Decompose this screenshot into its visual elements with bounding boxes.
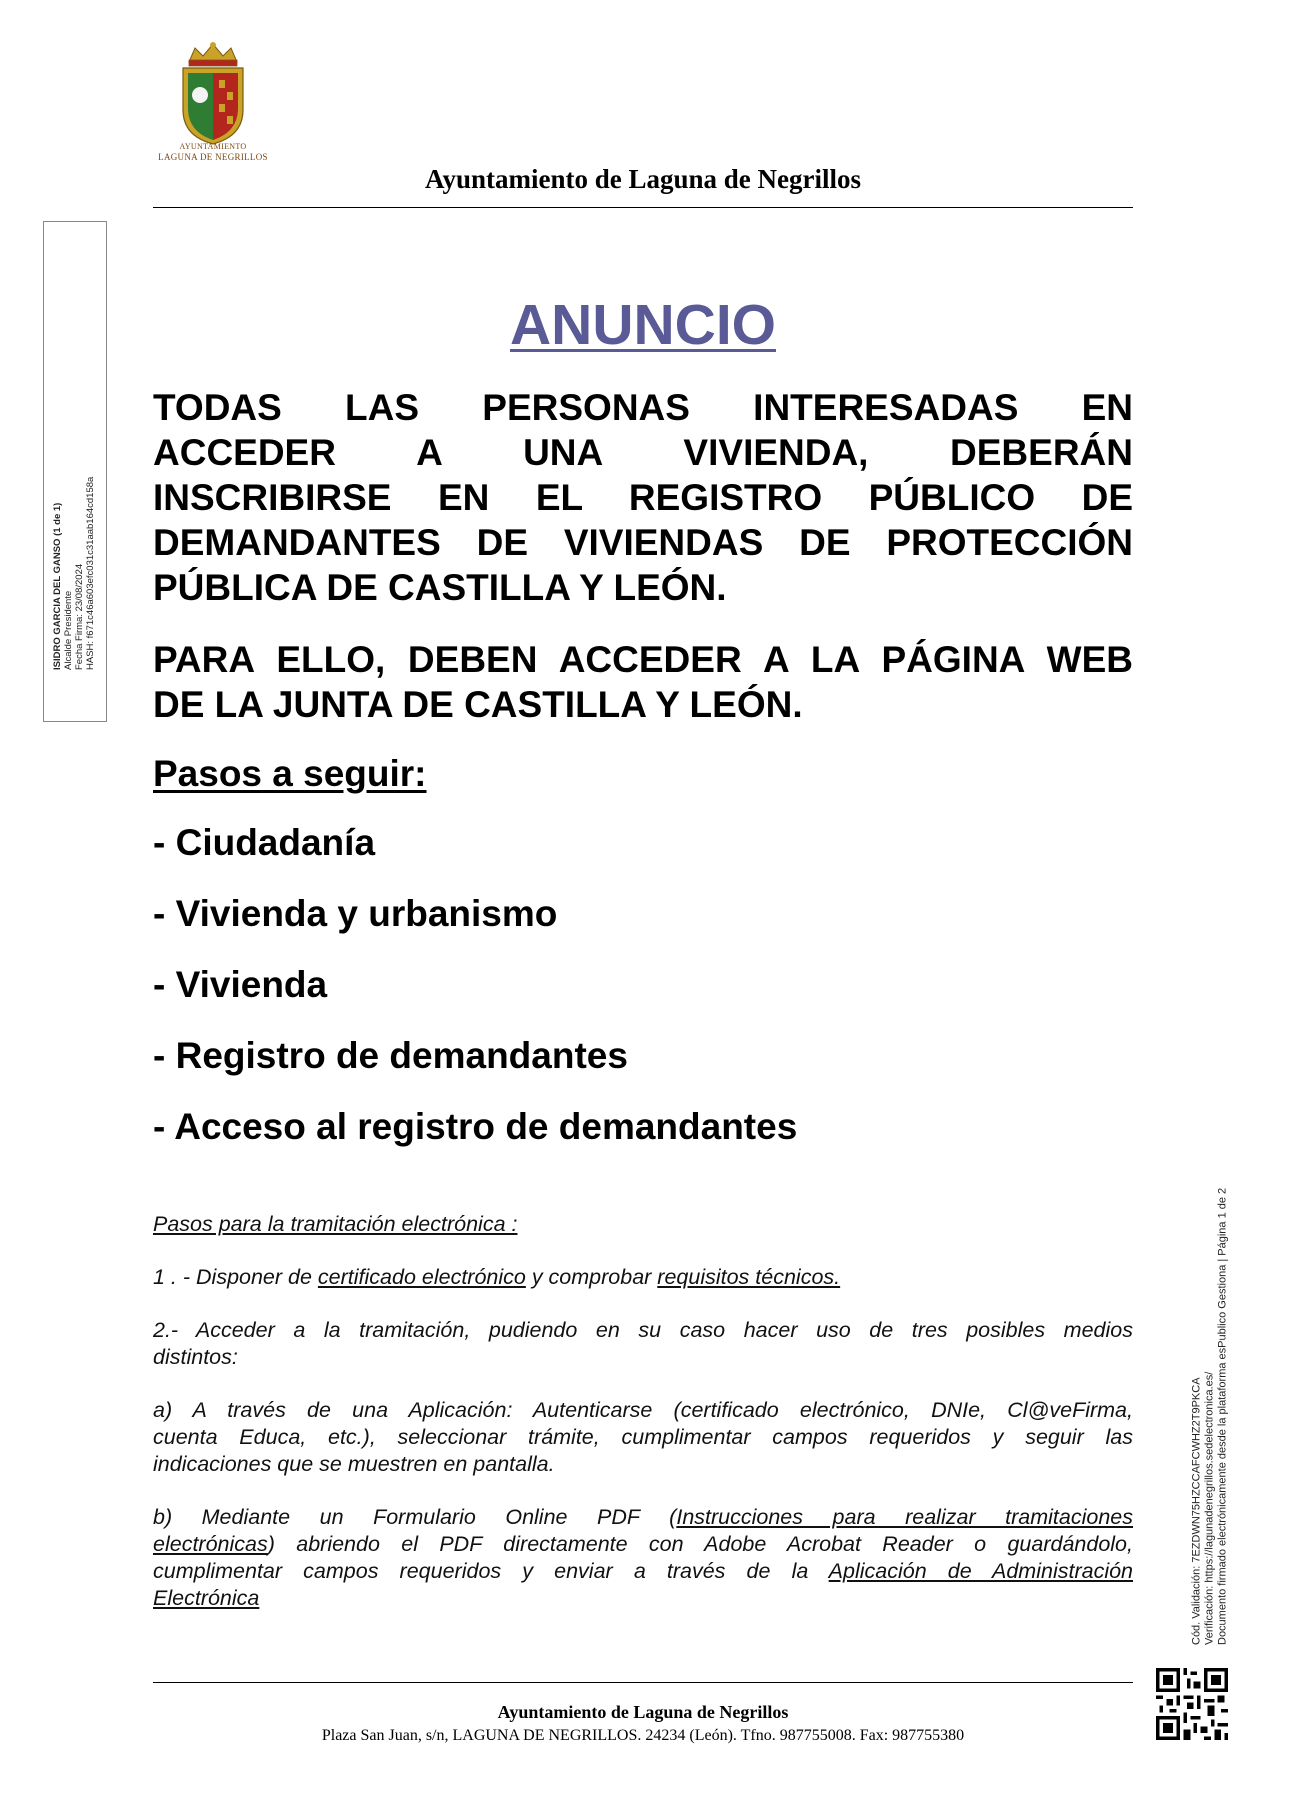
signature-date: Fecha Firma: 23/08/2024 (74, 563, 85, 670)
coat-of-arms-icon (153, 40, 273, 150)
e-administration-link-continued[interactable]: Electrónica (153, 1586, 260, 1610)
paragraph-line: INSCRIBIRSE EN EL REGISTRO PÚBLICO DE (153, 477, 1133, 518)
header-divider (153, 207, 1133, 208)
validation-qr-code (1156, 1668, 1228, 1740)
signer-role: Alcalde Presidente (63, 590, 74, 670)
footer-name: Ayuntamiento de Laguna de Negrillos (497, 1702, 789, 1722)
electronic-heading: Pasos para la tramitación electrónica : (153, 1212, 518, 1236)
announcement-paragraph-2 (153, 637, 1133, 727)
step-item: - Vivienda y urbanismo (153, 893, 558, 934)
validation-info (1191, 1105, 1230, 1645)
logo-caption-line1: AYUNTAMIENTO (179, 142, 247, 151)
e-administration-link[interactable]: Aplicación de Administración (828, 1559, 1134, 1583)
qr-code-icon (1156, 1668, 1228, 1740)
footer-address: Plaza San Juan, s/n, LAGUNA DE NEGRILLOS. 24234 (León). Tfno. 987755008. Fax: 987755380 (321, 1727, 965, 1744)
paragraph-line: PARA ELLO, DEBEN ACCEDER A LA PÁGINA WEB (153, 639, 1133, 680)
instructions-link[interactable]: Instrucciones para realizar tramitaciones (676, 1505, 1133, 1529)
step-item: - Acceso al registro de demandantes (153, 1106, 798, 1147)
step-item: - Vivienda (153, 964, 328, 1005)
electronic-step-2: 2.- Acceder a la tramitación, pudiendo en su caso hacer uso de tres posibles medios distintos: (153, 1318, 1133, 1369)
paragraph-line: ACCEDER A UNA VIVIENDA, DEBERÁN (153, 432, 1133, 473)
signer-name: ISIDRO GARCIA DEL GANSO (1 de 1) (52, 502, 63, 670)
paragraph-line: PÚBLICA DE CASTILLA Y LEÓN. (153, 567, 727, 608)
certificate-link[interactable]: certificado electrónico (317, 1265, 526, 1289)
validation-url[interactable]: Verificación: https://lagunadenegrillos.sedelectronica.es/ (1203, 1371, 1216, 1645)
steps-heading: Pasos a seguir: (153, 753, 427, 794)
announcement-paragraph-1 (153, 385, 1133, 610)
paragraph-line: DEMANDANTES DE VIVIENDAS DE PROTECCIÓN (153, 522, 1133, 563)
announcement-title: ANUNCIO (510, 293, 776, 357)
header-title: Ayuntamiento de Laguna de Negrillos (424, 164, 862, 194)
paragraph-line: TODAS LAS PERSONAS INTERESADAS EN (153, 387, 1133, 428)
electronic-option-a: a) A través de una Aplicación: Autenticarse (certificado electrónico, DNIe, Cl@veFirma, cuenta Educa, etc.), seleccionar trámite, cumplimentar campos requeridos y seguir las indicaciones que se muestren en pantalla. (153, 1398, 1133, 1476)
signature-hash: HASH: f671c46a603efc031c31aab164cd158a (85, 476, 96, 670)
step-item: - Ciudadanía (153, 822, 376, 863)
step-item: - Registro de demandantes (153, 1035, 628, 1076)
instructions-link-continued[interactable]: electrónicas (153, 1532, 268, 1556)
validation-code: Cód. Validación: 7EZDWN75HZCCAFCWHZ2T9PKCA (1190, 1377, 1203, 1645)
municipal-coat-of-arms-logo (153, 40, 273, 160)
electronic-step-1: 1 . - Disponer de certificado electrónico y comprobar requisitos técnicos. (153, 1265, 841, 1289)
electronic-option-b: b) Mediante un Formulario Online PDF (Instrucciones para realizar tramitaciones electrónicas) abriendo el PDF directamente con Adobe Acrobat Reader o guardándolo, cumplimentar campos requeridos y enviar a través de la Aplicación de Administración Electrónica (153, 1505, 1134, 1610)
signature-info (52, 270, 96, 670)
paragraph-line: DE LA JUNTA DE CASTILLA Y LEÓN. (153, 684, 803, 725)
footer-divider (153, 1682, 1133, 1683)
logo-caption-line2: LAGUNA DE NEGRILLOS (158, 152, 268, 162)
validation-note: Documento firmado electrónicamente desde la plataforma esPublico Gestiona | Página 1 de 2 (1216, 1187, 1229, 1645)
technical-requirements-link[interactable]: requisitos técnicos. (657, 1265, 841, 1289)
